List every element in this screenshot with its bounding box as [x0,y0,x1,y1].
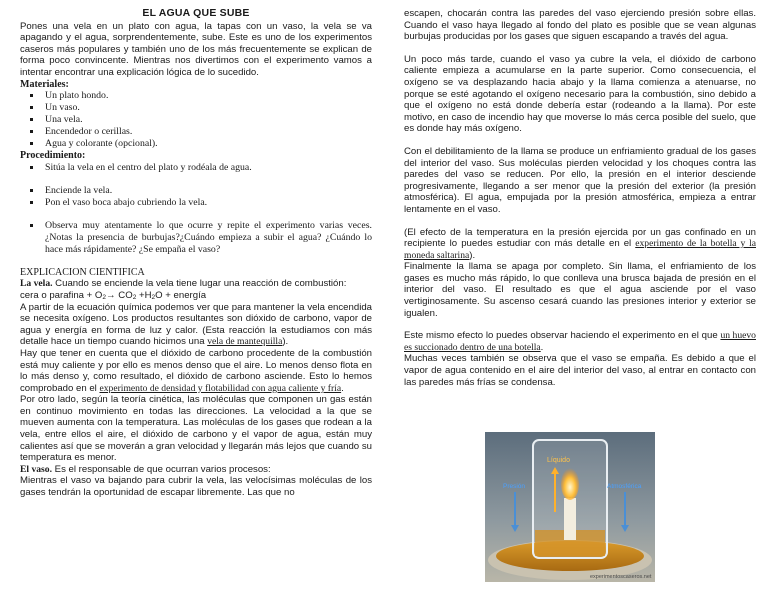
label-pressure: Presión [503,483,526,490]
list-item: ▪ Pon el vaso boca abajo cubriendo la vela. [42,197,372,209]
density-experiment-link[interactable]: experimento de densidad y flotabilidad con agua caliente y fría [99,382,342,394]
procedure-list-3 [20,220,372,256]
candle-label: La vela. [20,278,53,290]
paragraph: Mientras el vaso va bajando para cubrir la vela, las velocísimas moléculas de los gases tendrán la oportunidad de escapar libremente. Las que no [20,475,372,499]
eq-sub: 2 [102,293,107,301]
egg-bottle-link[interactable]: un huevo es succionado dentro de una botella [404,330,756,353]
paragraph [404,330,756,353]
candle-paragraph [20,278,372,290]
paragraph-text: Este mismo efecto lo puedes observar haciendo el experimento en el que [404,330,721,342]
paragraph-text: . [341,382,344,394]
paragraph [404,227,756,262]
list-item: ▪ Encendedor o cerillas. [42,126,372,138]
flame [561,468,579,500]
eq-part: +H [136,289,152,301]
candle-text: Cuando se enciende la vela tiene lugar una reacción de combustión: [52,278,347,290]
right-column [404,8,756,388]
glass-paragraph [20,464,372,476]
paragraph [20,302,372,348]
paragraph [20,348,372,394]
eq-part: → CO [106,289,133,301]
paragraph-text: Hay que tener en cuenta que el dióxido de carbono procedente de la combustión está muy caliente y por ello es menos denso que el aire. Lo menos denso flota en lo más denso y, como resultado, el dióxido de carbono asciende. Esto lo hemos comprobado en el [20,347,372,394]
watermark: experimentoscaseros.net [590,574,652,580]
eq-part: O + energía [155,289,207,301]
science-heading: EXPLICACION CIENTIFICA [20,266,145,278]
eq-sub: 2 [151,293,156,301]
experiment-photo [485,432,655,582]
reaction-equation [20,290,372,302]
candle [564,498,576,540]
eq-sub: 2 [132,293,137,301]
materials-heading: Materiales: [20,78,69,90]
paragraph: Un poco más tarde, cuando el vaso ya cubre la vela, el dióxido de carbono caliente empieza a acumularse en la parte superior. Como consecuencia, el oxígeno se va desplazando hacia abajo y la llama comienza a atenuarse, no porque se esté agotando el oxígeno necesario para la combustión, sino debido a que el oxígeno no está donde debería estar (rodeando a la llama). Por este motivo, en caso de incendio hay que moverse lo más cerca posible del suelo, que es donde hay más oxígeno. [404,53,756,135]
eq-part: cera o parafina + O [20,289,103,301]
paragraph-text: A partir de la ecuación química podemos ver que para mantener la vela encendida se necesita oxígeno. Los productos resultantes son dióxido de carbono, vapor de agua y energía en forma de luz y calor. (Esta reacción la estudiamos con más detalle hace un tiempo cuando hicimos una [20,301,372,348]
list-item: ▪ Sitúa la vela en el centro del plato y rodéala de agua. [42,162,372,174]
procedure-list [20,162,372,174]
list-item: ▪ Una vela. [42,114,372,126]
paragraph: Finalmente la llama se apaga por completo. Sin llama, el enfriamiento de los gases es mucho más rápido, lo que conlleva una brusca bajada de presión en el interior del vaso. El resultado es que el agua asciende por el vaso vertiginosamente. Su ascenso cesará cuando las presiones interior y exterior se igualen. [404,261,756,319]
paragraph-text: . [540,341,544,353]
left-column [20,8,372,499]
list-item: ▪ Un vaso. [42,102,372,114]
butter-candle-link[interactable]: vela de mantequilla [207,336,283,348]
glass-text: Es el responsable de que ocurran varios procesos: [52,463,271,475]
paragraph: Con el debilitamiento de la llama se produce un enfriamiento gradual de los gases del interior del vaso. Sus moléculas pierden velocidad y los choques contra las paredes del vaso se reducen. Por ello, la presión en el interior desciende progresivamente, llegando a ser menor que la presión del exterior (la presión atmosférica). El agua, empujada por la presión atmosférica, empieza a entrar lentamente en el vaso. [404,145,756,215]
list-item: ▪ Agua y colorante (opcional). [42,138,372,150]
label-atmospheric: Atmosférica [607,483,642,490]
procedure-heading: Procedimiento: [20,150,86,162]
bottle-coin-link[interactable]: experimento de la botella y la moneda saltarina [404,238,756,261]
paragraph-text: ). [469,249,476,261]
list-item: ▪ Enciende la vela. [42,185,372,197]
list-item: ▪ Un plato hondo. [42,90,372,102]
list-item: ▪ Observa muy atentamente lo que ocurre y repite el experimento varias veces. ¿Notas la presencia de burbujas?¿Cuándo empieza a subir el agua? ¿Cuándo lo hace más rápidamente? ¿Se empaña el vaso? [42,220,372,256]
label-liquid: Líquido [547,457,570,464]
paragraph: Muchas veces también se observa que el vaso se empaña. Es debido a que el vapor de agua contenido en el aire del interior del vaso, al entrar en contacto con las paredes más frías se condensa. [404,353,756,388]
page-title: EL AGUA QUE SUBE [142,7,250,19]
paragraph-text: ). [282,336,289,348]
materials-list [20,90,372,150]
intro-paragraph: Pones una vela en un plato con agua, la tapas con un vaso, la vela se va apagando y el agua, sorprendentemente, sube. Este es uno de los experimentos caseros más populares y también uno de los más frecuentemente se explican de forma poco convincente. Mientras nos divertimos con el experimento vamos a intentar encontrar una explicación lógica de lo sucedido. [20,20,372,78]
procedure-list-2 [20,185,372,209]
paragraph: escapen, chocarán contra las paredes del vaso ejerciendo presión sobre ellas. Cuando el vaso haya llegado al fondo del plato es posible que se vean algunas burbujas producidas por los gases que siguen escapando a través del agua. [404,8,756,43]
paragraph: Por otro lado, según la teoría cinética, las moléculas que componen un gas están en continuo movimiento en todas las direcciones. La velocidad a la que se mueven aumenta con la temperatura. Las moléculas de los gases que rodean a la vela, entre ellos el aire, el dióxido de carbono y el vapor de agua, están muy calientes así que se moverán a gran velocidad y llegarán más lejos que cuando su temperatura es menor. [20,394,372,464]
glass-label: El vaso. [20,463,52,475]
paragraph-text: (El efecto de la temperatura en la presión ejercida por un gas confinado en un recipiente lo puedes estudiar con más detalle en el [404,226,756,250]
